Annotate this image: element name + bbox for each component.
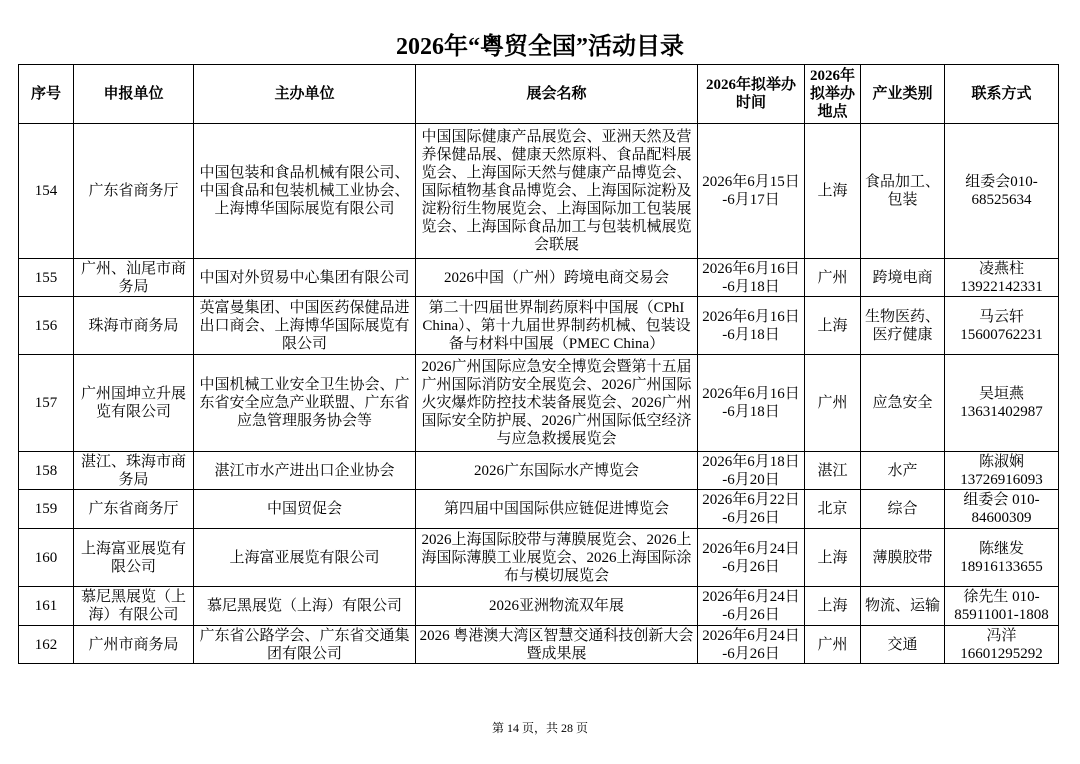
cell-location: 上海 xyxy=(805,124,861,259)
cell-applicant: 广东省商务厅 xyxy=(74,490,194,529)
cell-organizer: 湛江市水产进出口企业协会 xyxy=(194,452,416,490)
contact-line: 组委会010- xyxy=(965,174,1038,190)
time-start: 2026年6月24日 xyxy=(702,540,800,557)
page-number-footer: 第 14 页，共 28 页 xyxy=(491,721,588,735)
contact-line: 16601295292 xyxy=(960,645,1043,662)
cell-location: 北京 xyxy=(805,490,861,529)
time-end: -6月26日 xyxy=(722,607,780,623)
contact-line: 吴垣燕 xyxy=(978,386,1024,402)
cell-contact xyxy=(945,452,1059,490)
cell-no: 154 xyxy=(19,124,74,259)
table-row xyxy=(19,626,1059,664)
cell-contact xyxy=(945,626,1059,664)
table-row xyxy=(19,452,1059,490)
column-header-industry: 产业类别 xyxy=(861,65,945,124)
column-header-exhibition: 展会名称 xyxy=(416,65,698,124)
time-end: -6月18日 xyxy=(722,404,780,420)
time-start: 2026年6月24日 xyxy=(702,589,800,605)
cell-exhibition: 2026 粤港澳大湾区智慧交通科技创新大会暨成果展 xyxy=(416,626,698,664)
cell-time xyxy=(698,490,805,529)
table-row xyxy=(19,587,1059,626)
activity-catalog-table xyxy=(18,64,1059,664)
cell-time xyxy=(698,259,805,297)
cell-no: 161 xyxy=(19,587,74,626)
cell-applicant: 广州市商务局 xyxy=(74,626,194,664)
contact-line: 冯洋 xyxy=(986,627,1017,644)
contact-line: 13726916093 xyxy=(960,471,1043,488)
cell-organizer: 中国机械工业安全卫生协会、广东省安全应急产业联盟、广东省应急管理服务协会等 xyxy=(194,355,416,452)
cell-applicant: 湛江、珠海市商务局 xyxy=(74,452,194,490)
cell-time xyxy=(698,529,805,587)
time-start: 2026年6月16日 xyxy=(702,260,800,277)
cell-contact xyxy=(945,124,1059,259)
cell-location: 上海 xyxy=(805,297,861,355)
time-start: 2026年6月24日 xyxy=(702,627,800,644)
cell-no: 156 xyxy=(19,297,74,355)
document-title: 2026年“粤贸全国”活动目录 xyxy=(396,34,684,60)
cell-time xyxy=(698,452,805,490)
cell-exhibition: 第四届中国国际供应链促进博览会 xyxy=(416,490,698,529)
cell-contact xyxy=(945,259,1059,297)
contact-line: 陈继发 xyxy=(978,540,1024,557)
cell-industry: 综合 xyxy=(861,490,945,529)
column-header-time: 2026年拟举办时间 xyxy=(698,65,805,124)
cell-contact xyxy=(945,355,1059,452)
cell-exhibition: 2026广州国际应急安全博览会暨第十五届广州国际消防安全展览会、2026广州国际火灾爆炸防控技术装备展览会、2026广州国际安全防护展、2026广州国际低空经济与应急救援展览会 xyxy=(416,355,698,452)
cell-no: 160 xyxy=(19,529,74,587)
time-start: 2026年6月15日 xyxy=(702,174,800,190)
cell-location: 广州 xyxy=(805,355,861,452)
cell-organizer: 英富曼集团、中国医药保健品进出口商会、上海博华国际展览有限公司 xyxy=(194,297,416,355)
cell-applicant: 慕尼黑展览（上海）有限公司 xyxy=(74,587,194,626)
cell-organizer: 广东省公路学会、广东省交通集团有限公司 xyxy=(194,626,416,664)
cell-industry: 跨境电商 xyxy=(861,259,945,297)
table-row xyxy=(19,490,1059,529)
cell-exhibition: 第二十四届世界制药原料中国展（CPhI China）、第十九届世界制药机械、包装设备与材料中国展（PMEC China） xyxy=(416,297,698,355)
cell-time xyxy=(698,297,805,355)
cell-applicant: 珠海市商务局 xyxy=(74,297,194,355)
cell-location: 广州 xyxy=(805,259,861,297)
cell-no: 159 xyxy=(19,490,74,529)
cell-industry: 水产 xyxy=(861,452,945,490)
time-end: -6月18日 xyxy=(722,326,780,343)
time-end: -6月17日 xyxy=(722,192,780,208)
cell-contact xyxy=(945,529,1059,587)
cell-no: 155 xyxy=(19,259,74,297)
column-header-applicant: 申报单位 xyxy=(74,65,194,124)
cell-applicant: 广东省商务厅 xyxy=(74,124,194,259)
cell-exhibition: 2026上海国际胶带与薄膜展览会、2026上海国际薄膜工业展览会、2026上海国际涂布与模切展览会 xyxy=(416,529,698,587)
time-end: -6月20日 xyxy=(722,471,780,488)
contact-line: 13922142331 xyxy=(960,278,1043,295)
table-row xyxy=(19,297,1059,355)
cell-location: 上海 xyxy=(805,529,861,587)
contact-line: 68525634 xyxy=(971,192,1032,208)
cell-no: 157 xyxy=(19,355,74,452)
contact-line: 马云轩 xyxy=(978,308,1024,325)
table-row xyxy=(19,355,1059,452)
cell-organizer: 中国对外贸易中心集团有限公司 xyxy=(194,259,416,297)
cell-industry: 薄膜胶带 xyxy=(861,529,945,587)
cell-location: 上海 xyxy=(805,587,861,626)
cell-time xyxy=(698,587,805,626)
time-end: -6月18日 xyxy=(722,278,780,295)
cell-industry: 交通 xyxy=(861,626,945,664)
cell-exhibition: 中国国际健康产品展览会、亚洲天然及营养保健品展、健康天然原料、食品配料展览会、上海国际天然与健康产品博览会、国际植物基食品博览会、上海国际淀粉及淀粉衍生物展览会、上海国际加工包装展览会、上海国际食品加工与包装机械展览会联展 xyxy=(416,124,698,259)
time-end: -6月26日 xyxy=(722,558,780,575)
cell-location: 广州 xyxy=(805,626,861,664)
table-row xyxy=(19,529,1059,587)
cell-time xyxy=(698,124,805,259)
table-row xyxy=(19,259,1059,297)
cell-exhibition: 2026广东国际水产博览会 xyxy=(416,452,698,490)
time-start: 2026年6月18日 xyxy=(702,453,800,470)
time-start: 2026年6月22日 xyxy=(702,492,800,508)
cell-contact xyxy=(945,490,1059,529)
cell-time xyxy=(698,355,805,452)
table-row xyxy=(19,124,1059,259)
cell-industry: 物流、运输 xyxy=(861,587,945,626)
cell-organizer: 慕尼黑展览（上海）有限公司 xyxy=(194,587,416,626)
column-header-contact: 联系方式 xyxy=(945,65,1059,124)
cell-exhibition: 2026亚洲物流双年展 xyxy=(416,587,698,626)
cell-industry: 食品加工、包装 xyxy=(861,124,945,259)
column-header-organizer: 主办单位 xyxy=(194,65,416,124)
contact-line: 84600309 xyxy=(971,510,1032,526)
contact-line: 13631402987 xyxy=(960,404,1043,420)
time-start: 2026年6月16日 xyxy=(702,308,800,325)
cell-industry: 生物医药、医疗健康 xyxy=(861,297,945,355)
contact-line: 凌燕柱 xyxy=(978,260,1024,277)
contact-line: 陈淑娴 xyxy=(978,453,1024,470)
contact-line: 组委会 010- xyxy=(963,492,1040,508)
cell-contact xyxy=(945,587,1059,626)
cell-no: 162 xyxy=(19,626,74,664)
time-end: -6月26日 xyxy=(722,510,780,526)
cell-no: 158 xyxy=(19,452,74,490)
table-header-row xyxy=(19,65,1059,124)
contact-line: 15600762231 xyxy=(960,326,1043,343)
cell-applicant: 上海富亚展览有限公司 xyxy=(74,529,194,587)
cell-exhibition: 2026中国（广州）跨境电商交易会 xyxy=(416,259,698,297)
cell-organizer: 中国包装和食品机械有限公司、中国食品和包装机械工业协会、上海博华国际展览有限公司 xyxy=(194,124,416,259)
column-header-no: 序号 xyxy=(19,65,74,124)
cell-industry: 应急安全 xyxy=(861,355,945,452)
column-header-location: 2026年拟举办地点 xyxy=(805,65,861,124)
cell-organizer: 上海富亚展览有限公司 xyxy=(194,529,416,587)
cell-location: 湛江 xyxy=(805,452,861,490)
cell-contact xyxy=(945,297,1059,355)
time-start: 2026年6月16日 xyxy=(702,386,800,402)
cell-time xyxy=(698,626,805,664)
cell-applicant: 广州国坤立升展览有限公司 xyxy=(74,355,194,452)
time-end: -6月26日 xyxy=(722,645,780,662)
cell-applicant: 广州、汕尾市商务局 xyxy=(74,259,194,297)
cell-organizer: 中国贸促会 xyxy=(194,490,416,529)
contact-line: 85911001-1808 xyxy=(954,607,1049,623)
contact-line: 徐先生 010- xyxy=(963,589,1040,605)
contact-line: 18916133655 xyxy=(960,558,1043,575)
